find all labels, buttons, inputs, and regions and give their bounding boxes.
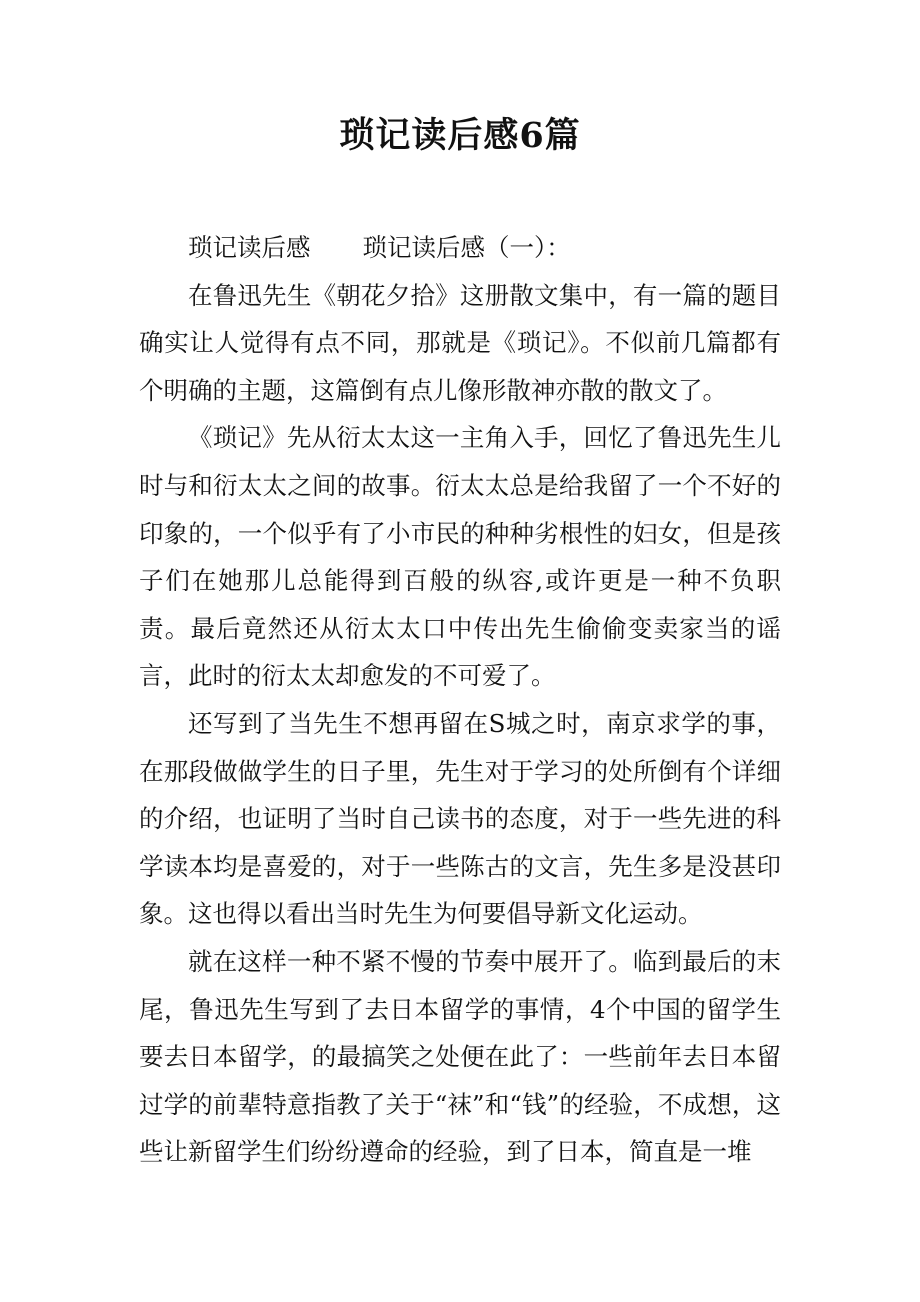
paragraph-4: 就在这样一种不紧不慢的节奏中展开了。临到最后的末尾，鲁迅先生写到了去日本留学的事情，4个中国的留学生要去日本留学，的最搞笑之处便在此了：一些前年去日本留过学的前辈特意指教了关于“袜”和“钱”的经验，不成想，这些让新留学生们纷纷遵命的经验，到了日本，简直是一堆 [139, 946, 781, 1167]
document-body [139, 224, 781, 1176]
section-heading-line [139, 224, 781, 272]
paragraph-3: 还写到了当先生不想再留在S城之时，南京求学的事，在那段做做学生的日子里，先生对于学习的处所倒有个详细的介绍，也证明了当时自己读书的态度，对于一些先进的科学读本均是喜爱的，对于一些陈古的文言，先生多是没甚印象。这也得以看出当时先生为何要倡导新文化运动。 [139, 708, 781, 929]
section-heading: 琐记读后感（一）： [362, 233, 571, 262]
document-title: 琐记读后感6篇 [339, 115, 581, 156]
paragraph-2: 《琐记》先从衍太太这一主角入手，回忆了鲁迅先生儿时与和衍太太之间的故事。衍太太总是给我留了一个不好的印象的，一个似乎有了小市民的种种劣根性的妇女，但是孩子们在她那儿总能得到百般的纵容,或许更是一种不负职责。最后竟然还从衍太太口中传出先生偷偷变卖家当的谣言，此时的衍太太却愈发的不可爱了。 [139, 423, 781, 691]
paragraph-1: 在鲁迅先生《朝花夕拾》这册散文集中，有一篇的题目确实让人觉得有点不同，那就是《琐记》。不似前几篇都有个明确的主题，这篇倒有点儿像形散神亦散的散文了。 [139, 280, 781, 405]
section-label: 琐记读后感 [188, 233, 311, 262]
